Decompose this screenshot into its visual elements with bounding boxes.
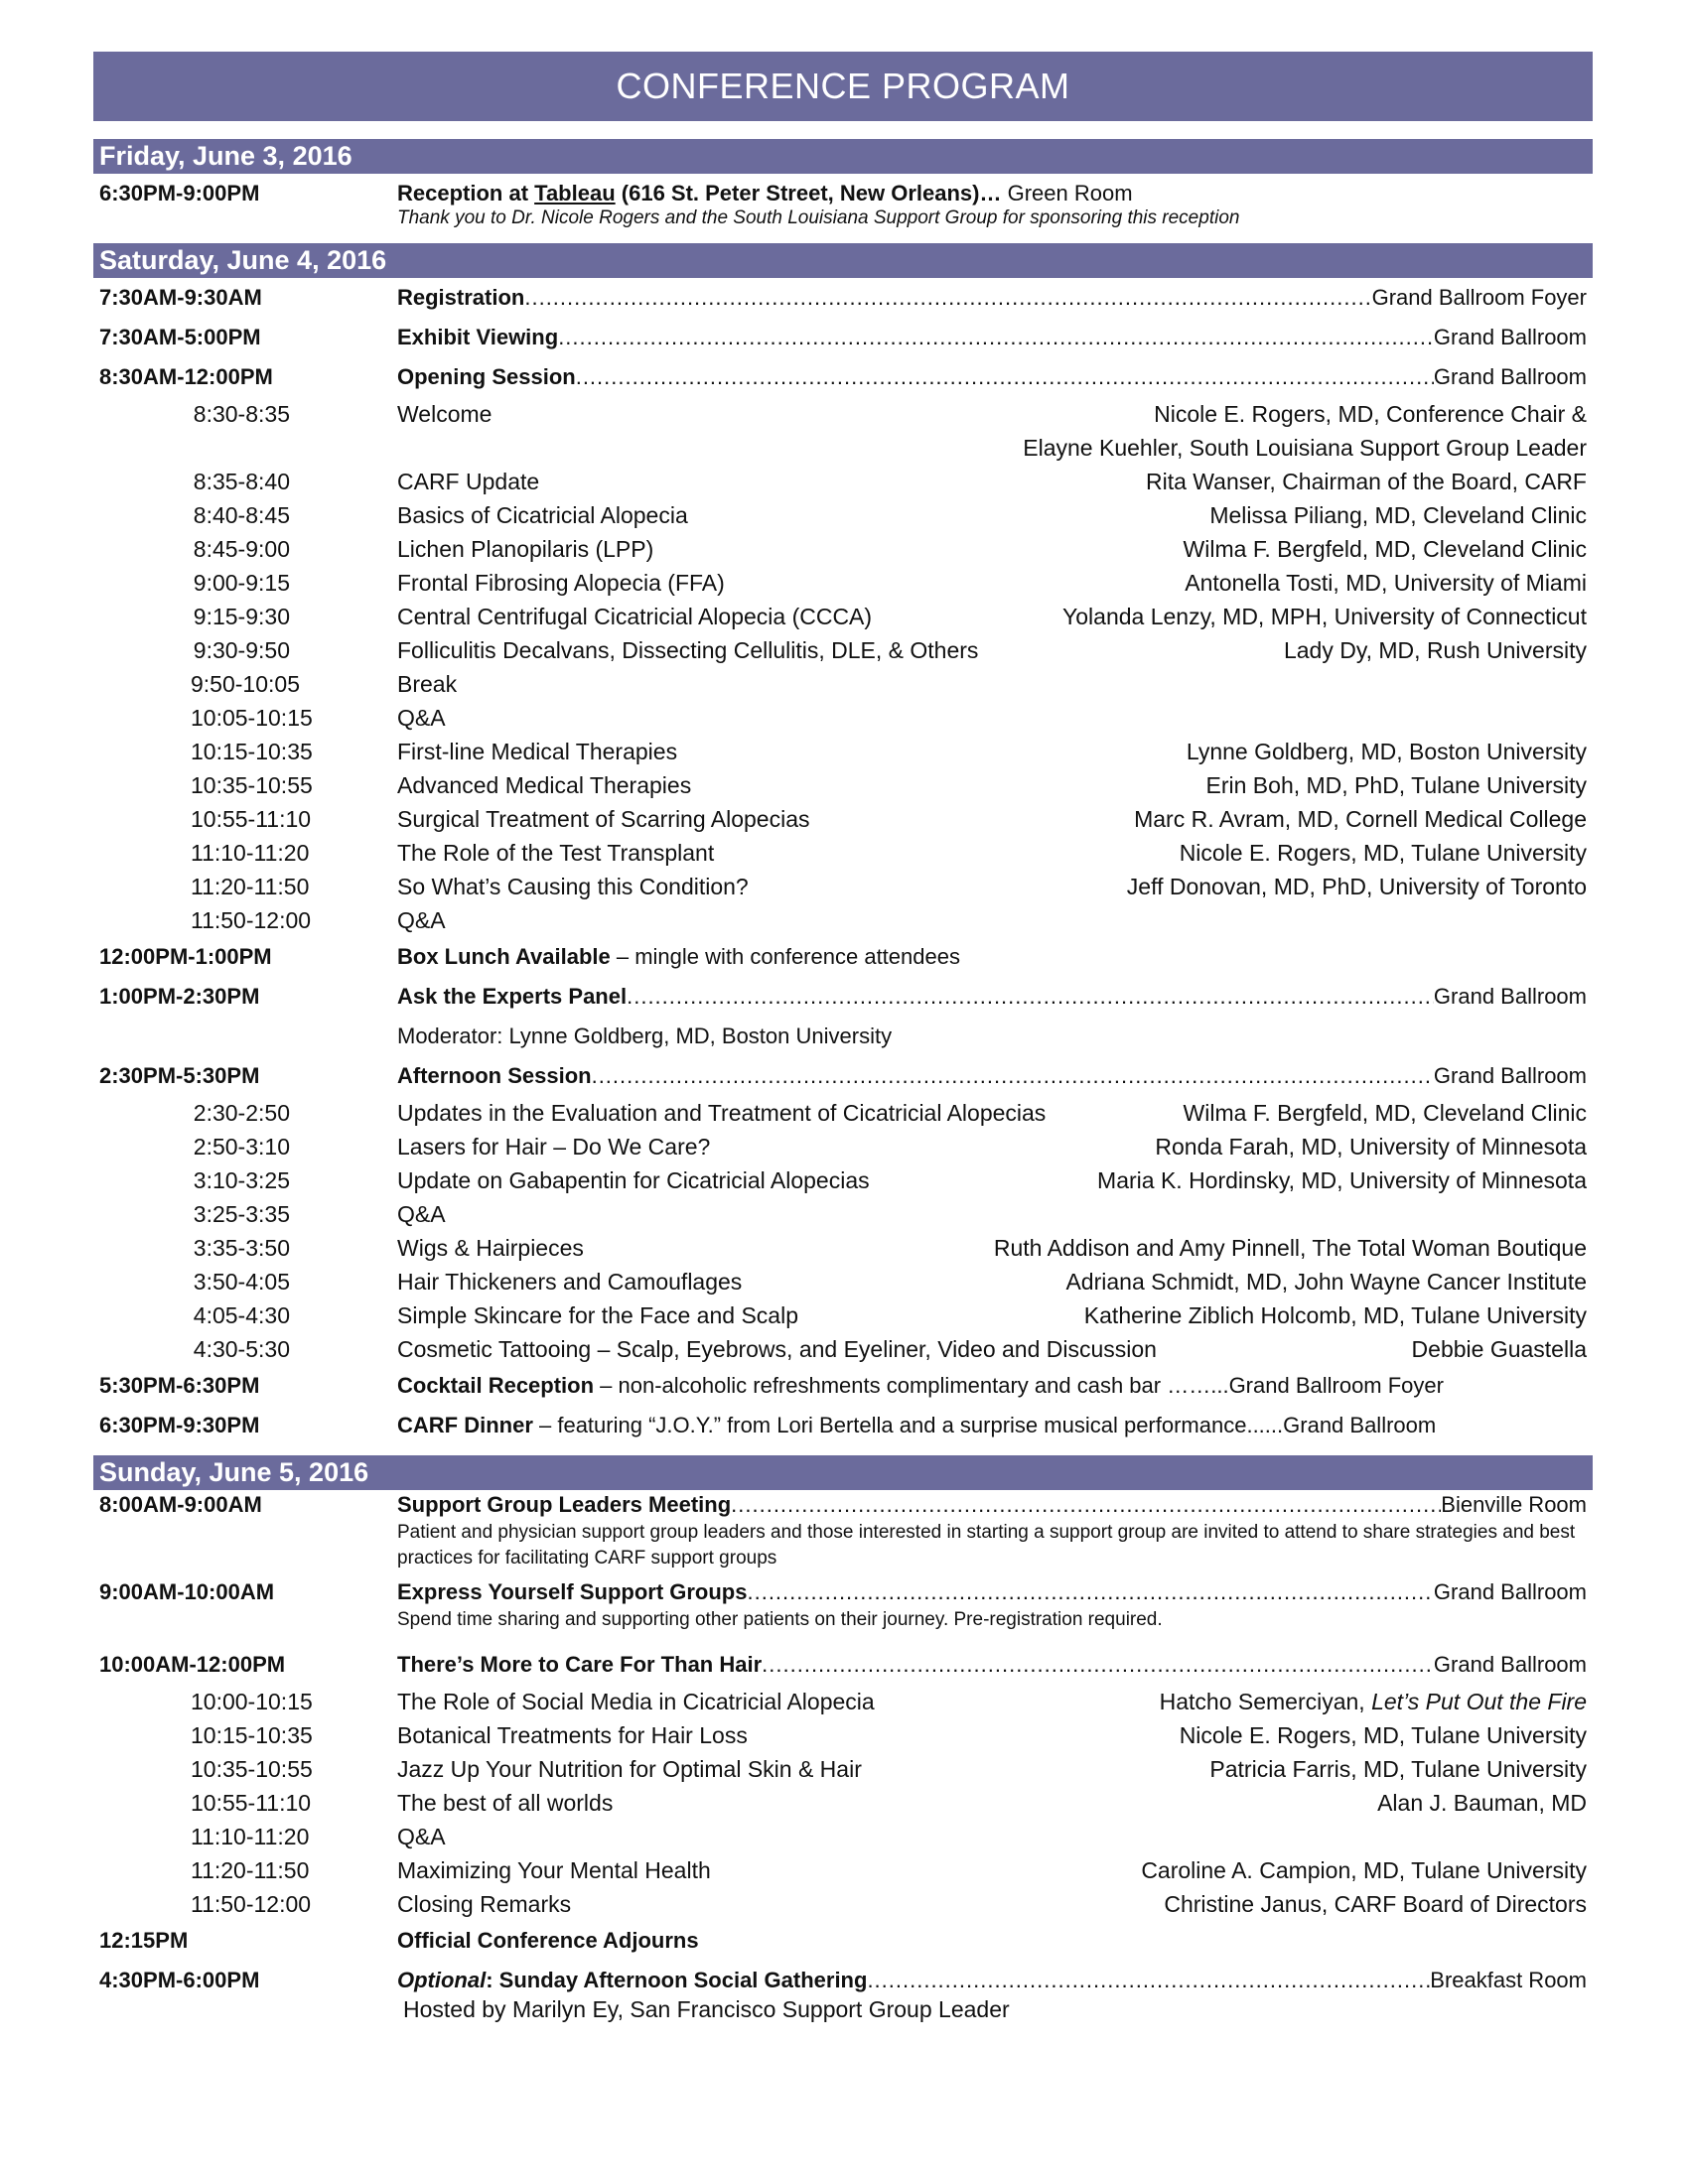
session-topic: Q&A — [397, 907, 446, 933]
session-time: 10:15-10:35 — [191, 739, 313, 764]
session-speaker: Nicole E. Rogers, MD, Tulane University — [1179, 840, 1587, 866]
session-speaker: Jeff Donovan, MD, PhD, University of Toronto — [1126, 874, 1587, 899]
dot-leader — [627, 977, 1434, 1017]
session-row — [93, 1887, 1593, 1921]
event-time: 6:30PM-9:00PM — [99, 181, 260, 205]
session-row — [93, 397, 1593, 431]
session-speaker: Wilma F. Bergfeld, MD, Cleveland Clinic — [1183, 1100, 1587, 1126]
session-speaker: Antonella Tosti, MD, University of Miami — [1185, 570, 1587, 596]
session-row — [93, 1718, 1593, 1752]
session-time: 10:35-10:55 — [191, 1756, 313, 1782]
session-time: 8:45-9:00 — [193, 536, 290, 562]
day-header-friday: Friday, June 3, 2016 — [93, 139, 1593, 174]
session-time: 2:50-3:10 — [193, 1134, 290, 1160]
session-time: 4:30-5:30 — [193, 1336, 290, 1362]
session-row — [93, 836, 1593, 870]
session-row — [93, 1332, 1593, 1366]
session-speaker: Christine Janus, CARF Board of Directors — [1164, 1891, 1587, 1917]
session-topic: First-line Medical Therapies — [397, 739, 678, 764]
session-row — [93, 768, 1593, 802]
session-time: 8:35-8:40 — [193, 469, 290, 494]
session-speaker: Rita Wanser, Chairman of the Board, CARF — [1146, 469, 1587, 494]
session-row — [93, 903, 1593, 937]
session-row — [93, 1231, 1593, 1265]
session-row — [93, 532, 1593, 566]
session-time: 11:10-11:20 — [191, 840, 310, 866]
event-location: Grand Ballroom — [1433, 984, 1587, 1009]
session-speaker: Adriana Schmidt, MD, John Wayne Cancer Institute — [1065, 1269, 1587, 1295]
sunday-session-list — [93, 1685, 1593, 1921]
session-speaker: Katherine Ziblich Holcomb, MD, Tulane University — [1083, 1302, 1587, 1328]
session-time: 9:50-10:05 — [191, 671, 300, 697]
session-speaker: Elayne Kuehler, South Louisiana Support Group Leader — [1023, 435, 1587, 461]
session-row — [93, 1820, 1593, 1853]
session-speaker: Hatcho Semerciyan, Let’s Put Out the Fire — [1159, 1689, 1587, 1714]
express-row: 9:00AM-10:00AM Express Yourself Support Groups ..... Grand Ballroom — [93, 1577, 1593, 1607]
leaders-row: 8:00AM-9:00AM Support Group Leaders Meeting ..... Bienville Room — [93, 1490, 1593, 1520]
session-topic: Folliculitis Decalvans, Dissecting Cellulitis, DLE, & Others — [397, 637, 979, 663]
dot-leader — [747, 1577, 1433, 1607]
event-title: Registration — [397, 285, 525, 310]
session-topic: Hair Thickeners and Camouflages — [397, 1269, 743, 1295]
dot-leader — [558, 318, 1434, 357]
experts-row: 1:00PM-2:30PM Ask the Experts Panel ..... Grand Ballroom — [93, 977, 1593, 1017]
session-speaker: Yolanda Lenzy, MD, MPH, University of Connecticut — [1062, 604, 1587, 629]
session-topic: Central Centrifugal Cicatricial Alopecia (CCCA) — [397, 604, 873, 629]
session-time: 11:50-12:00 — [191, 907, 312, 933]
event-title: Exhibit Viewing — [397, 325, 559, 349]
session-topic: Updates in the Evaluation and Treatment of Cicatricial Alopecias — [397, 1100, 1047, 1126]
session-time: 11:50-12:00 — [191, 1891, 312, 1917]
more-row: 10:00AM-12:00PM There’s More to Care For Than Hair ..... Grand Ballroom — [93, 1645, 1593, 1685]
session-row — [93, 870, 1593, 903]
dinner-row: 6:30PM-9:30PM CARF Dinner – featuring “J.O.Y.” from Lori Bertella and a surprise musical performance......Grand Ballroom — [99, 1413, 1437, 1437]
session-time: 3:35-3:50 — [193, 1235, 290, 1261]
session-speaker: Erin Boh, MD, PhD, Tulane University — [1205, 772, 1587, 798]
afternoon-session-list — [93, 1096, 1593, 1366]
session-speaker: Wilma F. Bergfeld, MD, Cleveland Clinic — [1183, 536, 1587, 562]
session-topic: Welcome — [397, 401, 492, 427]
registration-row: 7:30AM-9:30AM Registration ..... Grand Ballroom Foyer — [93, 278, 1593, 318]
session-time: 3:25-3:35 — [193, 1201, 290, 1227]
session-speaker: Nicole E. Rogers, MD, Tulane University — [1179, 1722, 1587, 1748]
session-time: 9:30-9:50 — [193, 637, 290, 663]
session-time: 11:10-11:20 — [191, 1824, 310, 1849]
session-speaker: Maria K. Hordinsky, MD, University of Minnesota — [1097, 1167, 1587, 1193]
session-time: 10:00-10:15 — [191, 1689, 313, 1714]
session-speaker: Marc R. Avram, MD, Cornell Medical College — [1134, 806, 1587, 832]
session-speaker: Ruth Addison and Amy Pinnell, The Total Woman Boutique — [993, 1235, 1587, 1261]
session-row — [93, 1197, 1593, 1231]
session-speaker: Lynne Goldberg, MD, Boston University — [1186, 739, 1587, 764]
session-time: 8:40-8:45 — [193, 502, 290, 528]
moderator-row: Moderator: Lynne Goldberg, MD, Boston University — [397, 1024, 893, 1048]
leaders-note: Patient and physician support group leaders and those interested in starting a support group are invited to attend to share strategies and best practices for facilitating CARF support groups — [397, 1522, 1576, 1569]
session-row — [93, 1096, 1593, 1130]
morning-session-list — [93, 397, 1593, 937]
session-row — [93, 1130, 1593, 1163]
social-row: 4:30PM-6:00PM Optional : Sunday Afternoon Social Gathering ..... Breakfast Room — [93, 1961, 1593, 2000]
session-topic: Surgical Treatment of Scarring Alopecias — [397, 806, 810, 832]
session-topic: Frontal Fibrosing Alopecia (FFA) — [397, 570, 725, 596]
session-speaker: Lady Dy, MD, Rush University — [1283, 637, 1587, 663]
event-location: Grand Ballroom — [1433, 325, 1587, 349]
session-topic: Maximizing Your Mental Health — [397, 1857, 711, 1883]
event-title: Reception at Tableau (616 St. Peter Street, New Orleans)… Green Room — [397, 181, 1133, 205]
session-topic: Break — [397, 671, 458, 697]
session-time: 10:35-10:55 — [191, 772, 313, 798]
event-location: Grand Ballroom — [1433, 1652, 1587, 1677]
session-time: 10:55-11:10 — [191, 806, 312, 832]
session-row — [93, 735, 1593, 768]
session-topic: Update on Gabapentin for Cicatricial Alopecias — [397, 1167, 870, 1193]
session-row — [93, 1298, 1593, 1332]
friday-note: Thank you to Dr. Nicole Rogers and the South Louisiana Support Group for sponsoring this reception — [397, 207, 1240, 228]
afternoon-row: 2:30PM-5:30PM Afternoon Session ..... Grand Ballroom — [93, 1056, 1593, 1096]
opening-row: 8:30AM-12:00PM Opening Session ..... Grand Ballroom — [93, 357, 1593, 397]
express-note: Spend time sharing and supporting other patients on their journey. Pre-registration required. — [397, 1609, 1163, 1630]
session-time: 11:20-11:50 — [191, 1857, 310, 1883]
session-time: 4:05-4:30 — [193, 1302, 290, 1328]
event-title: Opening Session — [397, 364, 576, 389]
exhibit-row: 7:30AM-5:00PM Exhibit Viewing ..... Grand Ballroom — [93, 318, 1593, 357]
session-row — [93, 667, 1593, 701]
session-topic: Q&A — [397, 705, 446, 731]
event-title: Ask the Experts Panel — [397, 984, 628, 1009]
event-location: Grand Ballroom Foyer — [1371, 285, 1587, 310]
session-row — [93, 1752, 1593, 1786]
session-topic: Q&A — [397, 1824, 446, 1849]
cocktail-row: 5:30PM-6:30PM Cocktail Reception – non-alcoholic refreshments complimentary and cash bar ……...Grand Ballroom Foyer — [99, 1373, 1444, 1398]
session-topic: So What’s Causing this Condition? — [397, 874, 749, 899]
session-topic: Simple Skincare for the Face and Scalp — [397, 1302, 798, 1328]
dot-leader — [731, 1490, 1441, 1520]
session-speaker: Debbie Guastella — [1411, 1336, 1587, 1362]
session-speaker: Caroline A. Campion, MD, Tulane University — [1141, 1857, 1587, 1883]
session-row — [93, 633, 1593, 667]
session-row — [93, 1853, 1593, 1887]
event-title: There’s More to Care For Than Hair — [397, 1652, 763, 1677]
day-header-saturday: Saturday, June 4, 2016 — [93, 243, 1593, 278]
session-time: 9:15-9:30 — [193, 604, 290, 629]
session-row — [93, 1685, 1593, 1718]
adjourn-row: 12:15PM Official Conference Adjourns — [99, 1928, 699, 1953]
dot-leader — [524, 278, 1371, 318]
session-topic: The Role of the Test Transplant — [397, 840, 715, 866]
session-time: 8:30-8:35 — [193, 401, 290, 427]
session-topic: Cosmetic Tattooing – Scalp, Eyebrows, and Eyeliner, Video and Discussion — [397, 1336, 1157, 1362]
tableau-link[interactable]: Tableau — [534, 181, 616, 205]
session-time: 3:50-4:05 — [193, 1269, 290, 1295]
dot-leader — [592, 1056, 1434, 1096]
friday-reception-row — [93, 174, 1593, 213]
dot-leader — [762, 1645, 1434, 1685]
session-speaker: Melissa Piliang, MD, Cleveland Clinic — [1209, 502, 1587, 528]
session-topic: Wigs & Hairpieces — [397, 1235, 584, 1261]
session-row — [93, 600, 1593, 633]
session-row — [93, 1786, 1593, 1820]
dot-leader — [576, 357, 1434, 397]
session-topic: Closing Remarks — [397, 1891, 572, 1917]
session-topic: Advanced Medical Therapies — [397, 772, 692, 798]
program-page — [93, 52, 1593, 2026]
day-header-sunday: Sunday, June 5, 2016 — [93, 1455, 1593, 1490]
session-speaker: Alan J. Bauman, MD — [1377, 1790, 1587, 1816]
session-speaker: Nicole E. Rogers, MD, Conference Chair & — [1154, 401, 1587, 427]
session-speaker: Ronda Farah, MD, University of Minnesota — [1155, 1134, 1587, 1160]
event-location: Grand Ballroom — [1433, 364, 1587, 389]
lunch-row: 12:00PM-1:00PM Box Lunch Available – mingle with conference attendees — [99, 944, 960, 969]
session-topic: Jazz Up Your Nutrition for Optimal Skin & Hair — [397, 1756, 862, 1782]
session-topic: Basics of Cicatricial Alopecia — [397, 502, 688, 528]
session-row — [93, 566, 1593, 600]
session-topic: Q&A — [397, 1201, 446, 1227]
session-time: 10:15-10:35 — [191, 1722, 313, 1748]
program-title: CONFERENCE PROGRAM — [93, 52, 1593, 121]
session-time: 10:05-10:15 — [191, 705, 313, 731]
session-row — [93, 465, 1593, 498]
session-time: 2:30-2:50 — [193, 1100, 290, 1126]
session-row — [93, 498, 1593, 532]
event-title: Afternoon Session — [397, 1063, 592, 1088]
session-time: 10:55-11:10 — [191, 1790, 312, 1816]
session-row — [93, 1265, 1593, 1298]
event-location: Grand Ballroom — [1433, 1063, 1587, 1088]
session-topic: Botanical Treatments for Hair Loss — [397, 1722, 748, 1748]
session-row — [93, 1163, 1593, 1197]
session-row — [93, 701, 1593, 735]
session-topic: Lichen Planopilaris (LPP) — [397, 536, 654, 562]
session-topic: Lasers for Hair – Do We Care? — [397, 1134, 711, 1160]
session-speaker: Patricia Farris, MD, Tulane University — [1209, 1756, 1587, 1782]
session-time: 3:10-3:25 — [193, 1167, 290, 1193]
social-host-row: Hosted by Marilyn Ey, San Francisco Support Group Leader — [403, 1996, 1010, 2022]
session-topic: The Role of Social Media in Cicatricial Alopecia — [397, 1689, 875, 1714]
session-topic: The best of all worlds — [397, 1790, 614, 1816]
session-time: 9:00-9:15 — [193, 570, 290, 596]
session-row — [93, 802, 1593, 836]
session-time: 11:20-11:50 — [191, 874, 310, 899]
session-topic: CARF Update — [397, 469, 540, 494]
session-row — [93, 431, 1593, 465]
